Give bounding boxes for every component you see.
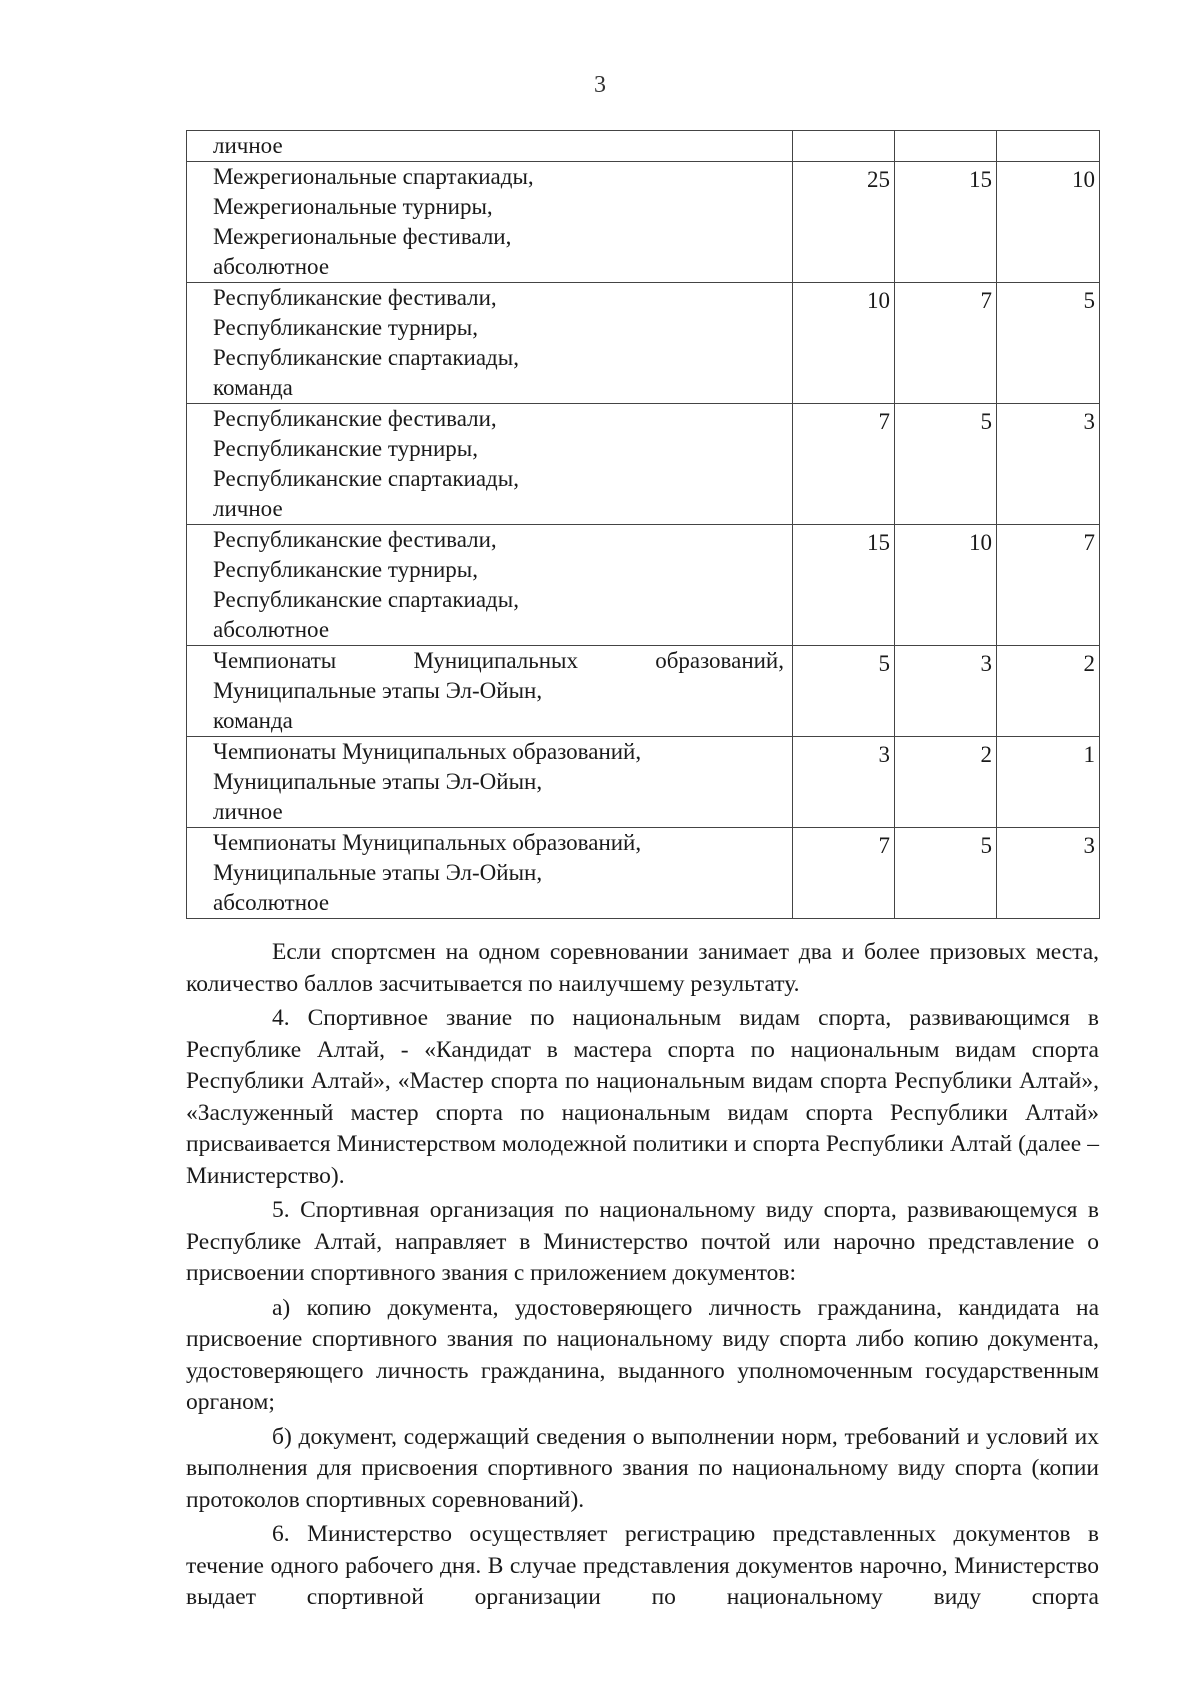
competition-label-line: Республиканские турниры,	[213, 557, 478, 582]
competition-label-line: команда	[213, 708, 293, 733]
points-place-2: 5	[895, 404, 997, 525]
competition-label-line: Республиканские спартакиады,	[213, 345, 519, 370]
points-place-2: 3	[895, 646, 997, 737]
table-row	[187, 131, 1100, 162]
points-place-1: 10	[793, 283, 895, 404]
points-place-2: 7	[895, 283, 997, 404]
points-table	[186, 130, 1100, 919]
competition-label-line: Муниципальные этапы Эл-Ойын,	[213, 769, 543, 794]
competition-label-line: личное	[213, 496, 283, 521]
points-place-1: 5	[793, 646, 895, 737]
competition-cell	[187, 131, 793, 162]
competition-cell	[187, 283, 793, 404]
points-place-3	[997, 131, 1100, 162]
competition-label-line: абсолютное	[213, 617, 330, 642]
paragraph-prize-places: Если спортсмен на одном соревновании занимает два и более призовых места, количество баллов засчитывается по наилучшему результату.	[186, 939, 1099, 997]
points-place-3: 1	[997, 737, 1100, 828]
competition-cell	[187, 737, 793, 828]
competition-label	[213, 162, 784, 282]
competition-label-line: Республиканские фестивали,	[213, 406, 497, 431]
points-place-3: 2	[997, 646, 1100, 737]
competition-label	[213, 283, 784, 403]
paragraph-6-registration: 6. Министерство осуществляет регистрацию представленных документов в течение одного рабочего дня. В случае представления документов нарочно, Министерство выдает спортивной организации по национальному виду спорта	[186, 1521, 1099, 1610]
competition-label-line: Межрегиональные фестивали,	[213, 224, 512, 249]
competition-label-line: Межрегиональные спартакиады,	[213, 164, 534, 189]
competition-label	[213, 404, 784, 524]
paragraph-5b-protocols: б) документ, содержащий сведения о выполнении норм, требований и условий их выполнения для присвоения спортивного звания по национальному виду спорта (копии протоколов спортивных соревнований).	[186, 1423, 1099, 1513]
competition-label-line: Муниципальные этапы Эл-Ойын,	[213, 678, 543, 703]
points-place-3: 3	[997, 828, 1100, 919]
points-place-1	[793, 131, 895, 162]
points-place-2	[895, 131, 997, 162]
competition-label-line: Республиканские фестивали,	[213, 527, 497, 552]
competition-label-line: команда	[213, 375, 293, 400]
points-place-1: 7	[793, 404, 895, 525]
table-row	[187, 162, 1100, 283]
competition-label-line: личное	[213, 133, 283, 158]
points-place-3: 7	[997, 525, 1100, 646]
competition-label	[213, 646, 784, 736]
points-place-3: 5	[997, 283, 1100, 404]
competition-cell	[187, 525, 793, 646]
competition-label	[213, 828, 784, 918]
table-row	[187, 828, 1100, 919]
points-place-1: 25	[793, 162, 895, 283]
competition-label-line: Республиканские спартакиады,	[213, 587, 519, 612]
table-row	[187, 404, 1100, 525]
paragraph-5-submission: 5. Спортивная организация по национальному виду спорта, развивающемуся в Республике Алтай, направляет в Министерство почтой или нарочно представление о присвоении спортивного звания с приложением документов:	[186, 1197, 1099, 1286]
points-place-2: 10	[895, 525, 997, 646]
competition-cell	[187, 828, 793, 919]
paragraph-5a-identity-copy: а) копию документа, удостоверяющего личность гражданина, кандидата на присвоение спортивного звания по национальному виду спорта либо копию документа, удостоверяющего личность гражданина, выданного уполномоченным государственным органом;	[186, 1294, 1099, 1415]
document-body	[186, 937, 1099, 1617]
competition-label-line: Межрегиональные турниры,	[213, 194, 493, 219]
table-row	[187, 283, 1100, 404]
competition-label-line: Республиканские фестивали,	[213, 285, 497, 310]
points-place-2: 15	[895, 162, 997, 283]
competition-cell	[187, 646, 793, 737]
competition-label	[213, 525, 784, 645]
competition-label-line: абсолютное	[213, 890, 330, 915]
points-place-3: 3	[997, 404, 1100, 525]
page-number: 3	[594, 72, 606, 98]
competition-label-line: Чемпионаты Муниципальных образований,	[213, 648, 784, 673]
competition-label-line: Республиканские спартакиады,	[213, 466, 519, 491]
competition-label-line: Чемпионаты Муниципальных образований,	[213, 739, 642, 764]
competition-label	[213, 737, 784, 827]
competition-label-line: личное	[213, 799, 283, 824]
table-row	[187, 646, 1100, 737]
competition-label-line: Чемпионаты Муниципальных образований,	[213, 830, 642, 855]
competition-label-line: абсолютное	[213, 254, 330, 279]
table-row	[187, 525, 1100, 646]
points-place-1: 3	[793, 737, 895, 828]
table-row	[187, 737, 1100, 828]
competition-cell	[187, 404, 793, 525]
points-place-3: 10	[997, 162, 1100, 283]
competition-label-line: Республиканские турниры,	[213, 436, 478, 461]
points-place-1: 15	[793, 525, 895, 646]
competition-label	[213, 131, 784, 161]
points-place-1: 7	[793, 828, 895, 919]
paragraph-4-sport-title: 4. Спортивное звание по национальным видам спорта, развивающимся в Республике Алтай, - «Кандидат в мастера спорта по национальным видам спорта Республики Алтай», «Мастер спорта по национальным видам спорта Республики Алтай», «Заслуженный мастер спорта по национальным видам спорта Республики Алтай» присваивается Министерством молодежной политики и спорта Республики Алтай (далее – Министерство).	[186, 1005, 1099, 1189]
points-place-2: 2	[895, 737, 997, 828]
competition-label-line: Муниципальные этапы Эл-Ойын,	[213, 860, 543, 885]
competition-label-line: Республиканские турниры,	[213, 315, 478, 340]
competition-cell	[187, 162, 793, 283]
points-place-2: 5	[895, 828, 997, 919]
